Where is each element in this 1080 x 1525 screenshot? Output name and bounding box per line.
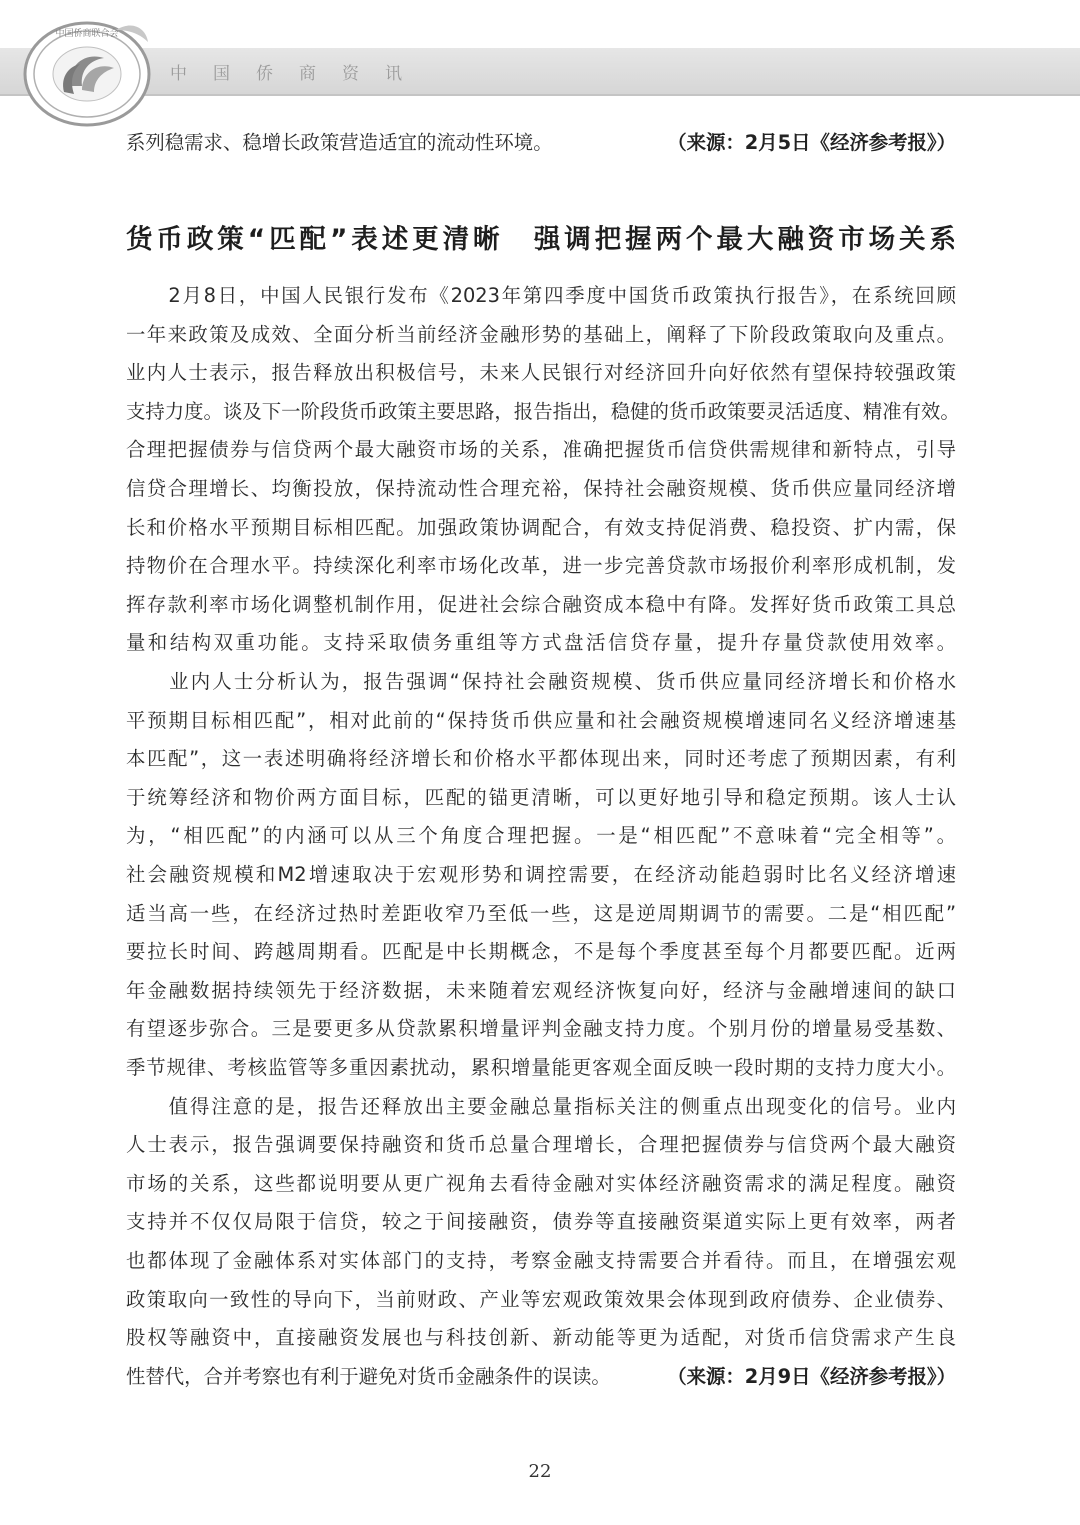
article-headline: 货币政策“匹配”表述更清晰 强调把握两个最大融资市场关系 xyxy=(126,224,956,255)
body-line: 于统筹经济和物价两方面目标，匹配的锚更清晰，可以更好地引导和稳定预期。该人士认 xyxy=(126,785,956,809)
body-line: 支持并不仅仅局限于信贷，较之于间接融资，债券等直接融资渠道实际上更有效率，两者 xyxy=(126,1210,956,1234)
body-line: 业内人士表示，报告释放出积极信号，未来人民银行对经济回升向好依然有望保持较强政策 xyxy=(126,361,956,385)
body-line: 季节规律、考核监管等多重因素扰动，累积增量能更客观全面反映一段时期的支持力度大小。 xyxy=(126,1056,956,1079)
body-line: 挥存款利率市场化调整机制作用，促进社会综合融资成本稳中有降。发挥好货币政策工具总 xyxy=(126,592,956,616)
body-line: 人士表示，报告强调要保持融资和货币总量合理增长，合理把握债券与信贷两个最大融资 xyxy=(126,1133,956,1157)
last-line xyxy=(126,1361,956,1393)
publication-title: 中国侨商资讯 xyxy=(170,64,428,84)
body-line: 要拉长时间、跨越周期看。匹配是中长期概念，不是每个季度甚至每个月都要匹配。近两 xyxy=(126,940,956,964)
body-line: 市场的关系，这些都说明要从更广视角去看待金融对实体经济融资需求的满足程度。融资 xyxy=(126,1171,956,1195)
page-number: 22 xyxy=(528,1461,552,1482)
last-line-text: 性替代，合并考察也有利于避免对货币金融条件的误读。 xyxy=(126,1364,611,1388)
body-line: 政策取向一致性的导向下，当前财政、产业等宏观政策效果会体现到政府债券、企业债券、 xyxy=(126,1287,956,1311)
body-line: 社会融资规模和M2增速取决于宏观形势和调控需要，在经济动能趋弱时比名义经济增速 xyxy=(126,863,956,886)
body-line: 信贷合理增长、均衡投放，保持流动性合理充裕，保持社会融资规模、货币供应量同经济增 xyxy=(126,477,956,500)
header-band xyxy=(0,48,1080,94)
body-line: 支持力度。谈及下一阶段货币政策主要思路，报告指出，稳健的货币政策要灵活适度、精准有效。 xyxy=(126,399,960,423)
body-line: 适当高一些，在经济过热时差距收窄乃至低一些，这是逆周期调节的需要。二是“相匹配” xyxy=(126,901,956,925)
body-line: 也都体现了金融体系对实体部门的支持，考察金融支持需要合并看待。而且，在增强宏观 xyxy=(126,1249,956,1272)
body-line: 股权等融资中，直接融资发展也与科技创新、新动能等更为适配，对货币信贷需求产生良 xyxy=(126,1326,956,1350)
svg-text:中国侨商联合会: 中国侨商联合会 xyxy=(55,29,119,39)
top-line xyxy=(126,127,956,159)
body-line: 值得注意的是，报告还释放出主要金融总量指标关注的侧重点出现变化的信号。业内 xyxy=(126,1094,956,1118)
body-line: 本匹配”，这一表述明确将经济增长和价格水平都体现出来，同时还考虑了预期因素，有利 xyxy=(126,747,956,771)
body-line: 有望逐步弥合。三是要更多从贷款累积增量评判金融支持力度。个别月份的增量易受基数、 xyxy=(126,1017,956,1041)
organization-logo xyxy=(20,16,154,128)
body-line: 量和结构双重功能。支持采取债务重组等方式盘活信贷存量，提升存量贷款使用效率。 xyxy=(126,631,956,655)
top-line-source: （来源：2月5日《经济参考报》） xyxy=(667,131,956,154)
body-line: 年金融数据持续领先于经济数据，未来随着宏观经济恢复向好，经济与金融增速间的缺口 xyxy=(126,978,956,1002)
body-line: 2月8日，中国人民银行发布《2023年第四季度中国货币政策执行报告》，在系统回顾 xyxy=(126,284,956,307)
header-divider xyxy=(0,94,1080,96)
last-line-source: （来源：2月9日《经济参考报》） xyxy=(667,1364,956,1388)
body-line: 长和价格水平预期目标相匹配。加强政策协调配合，有效支持促消费、稳投资、扩内需，保 xyxy=(126,515,956,539)
top-line-text: 系列稳需求、稳增长政策营造适宜的流动性环境。 xyxy=(126,131,553,154)
body-line: 一年来政策及成效、全面分析当前经济金融形势的基础上，阐释了下阶段政策取向及重点。 xyxy=(126,322,956,346)
body-line: 平预期目标相匹配”，相对此前的“保持货币供应量和社会融资规模增速同名义经济增速基 xyxy=(126,708,956,732)
body-line: 合理把握债券与信贷两个最大融资市场的关系，准确把握货币信贷供需规律和新特点，引导 xyxy=(126,438,956,462)
body-line: 持物价在合理水平。持续深化利率市场化改革，进一步完善贷款市场报价利率形成机制，发 xyxy=(126,554,956,578)
body-line: 为，“相匹配”的内涵可以从三个角度合理把握。一是“相匹配”不意味着“完全相等”。 xyxy=(126,824,956,848)
body-line: 业内人士分析认为，报告强调“保持社会融资规模、货币供应量同经济增长和价格水 xyxy=(126,670,956,693)
